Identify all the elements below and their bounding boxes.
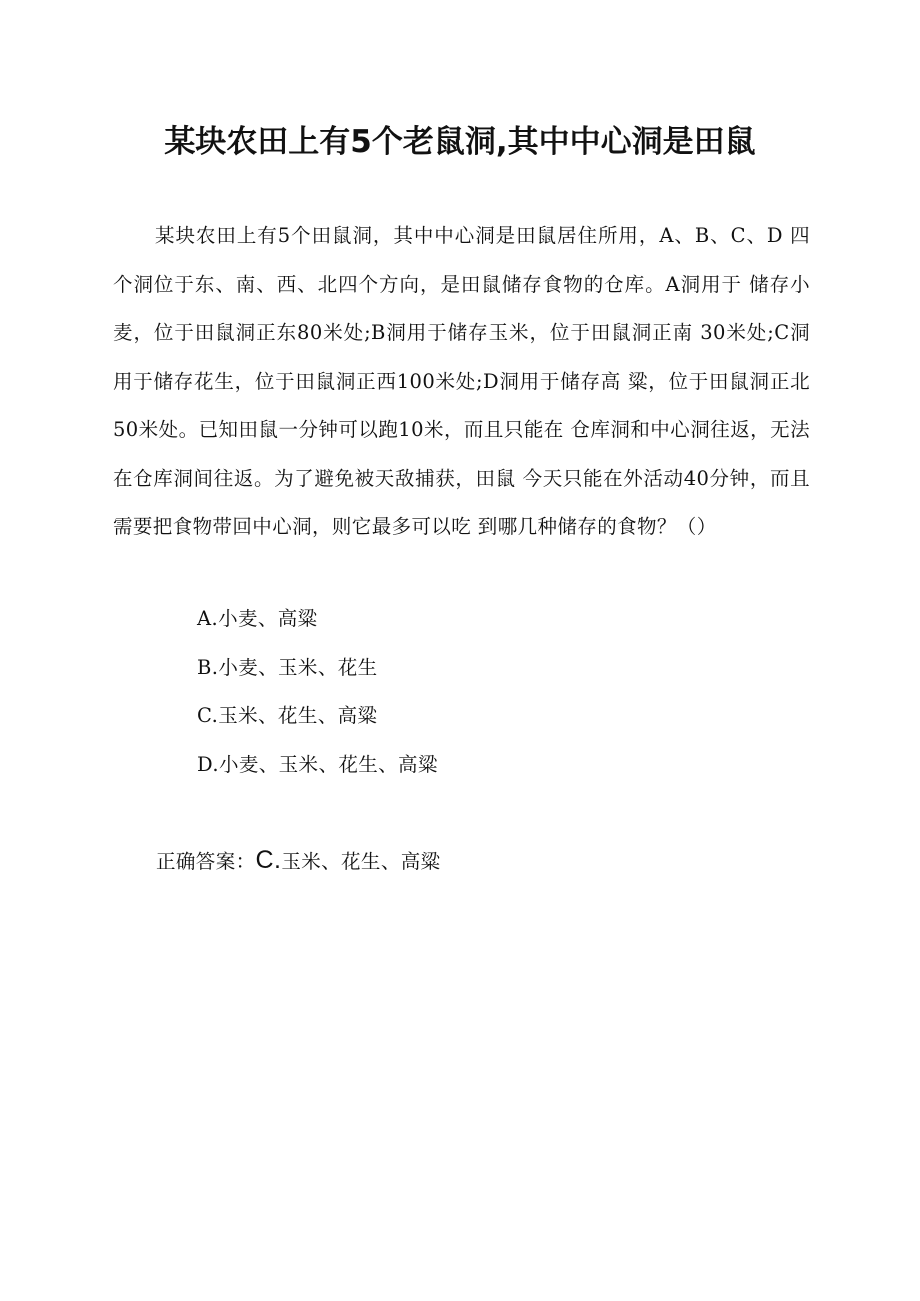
correct-answer-label: 正确答案： (156, 850, 256, 873)
answer-options (197, 595, 438, 789)
document-title: 某块农田上有5个老鼠洞,其中中心洞是田鼠 (164, 124, 756, 160)
question-text: 某块农田上有5个田鼠洞，其中中心洞是田鼠居住所用，A、B、C、D 四个洞位于东、南、西、北四个方向，是田鼠储存食物的仓库。A洞用于 储存小麦，位于田鼠洞正东80米处;B洞用于储存玉米，位于田鼠洞正南 30米处;C洞用于储存花生，位于田鼠洞正西100米处;D洞用于储存高 粱，位于田鼠洞正北50米处。已知田鼠一分钟可以跑10米，而且只能在 仓库洞和中心洞往返，无法在仓库洞间往返。为了避免被天敌捕获，田鼠 今天只能在外活动40分钟，而且需要把食物带回中心洞，则它最多可以吃 到哪几种储存的食物？（） (113, 224, 810, 538)
correct-answer-letter: C. (255, 846, 282, 874)
option-a: A.小麦、高粱 (197, 607, 318, 630)
correct-answer (156, 836, 441, 886)
option-d: D.小麦、玉米、花生、高粱 (197, 752, 438, 776)
correct-answer-text: 玉米、花生、高粱 (281, 850, 441, 873)
option-c: C.玉米、花生、高粱 (197, 704, 378, 727)
option-b: B.小麦、玉米、花生 (197, 655, 378, 679)
